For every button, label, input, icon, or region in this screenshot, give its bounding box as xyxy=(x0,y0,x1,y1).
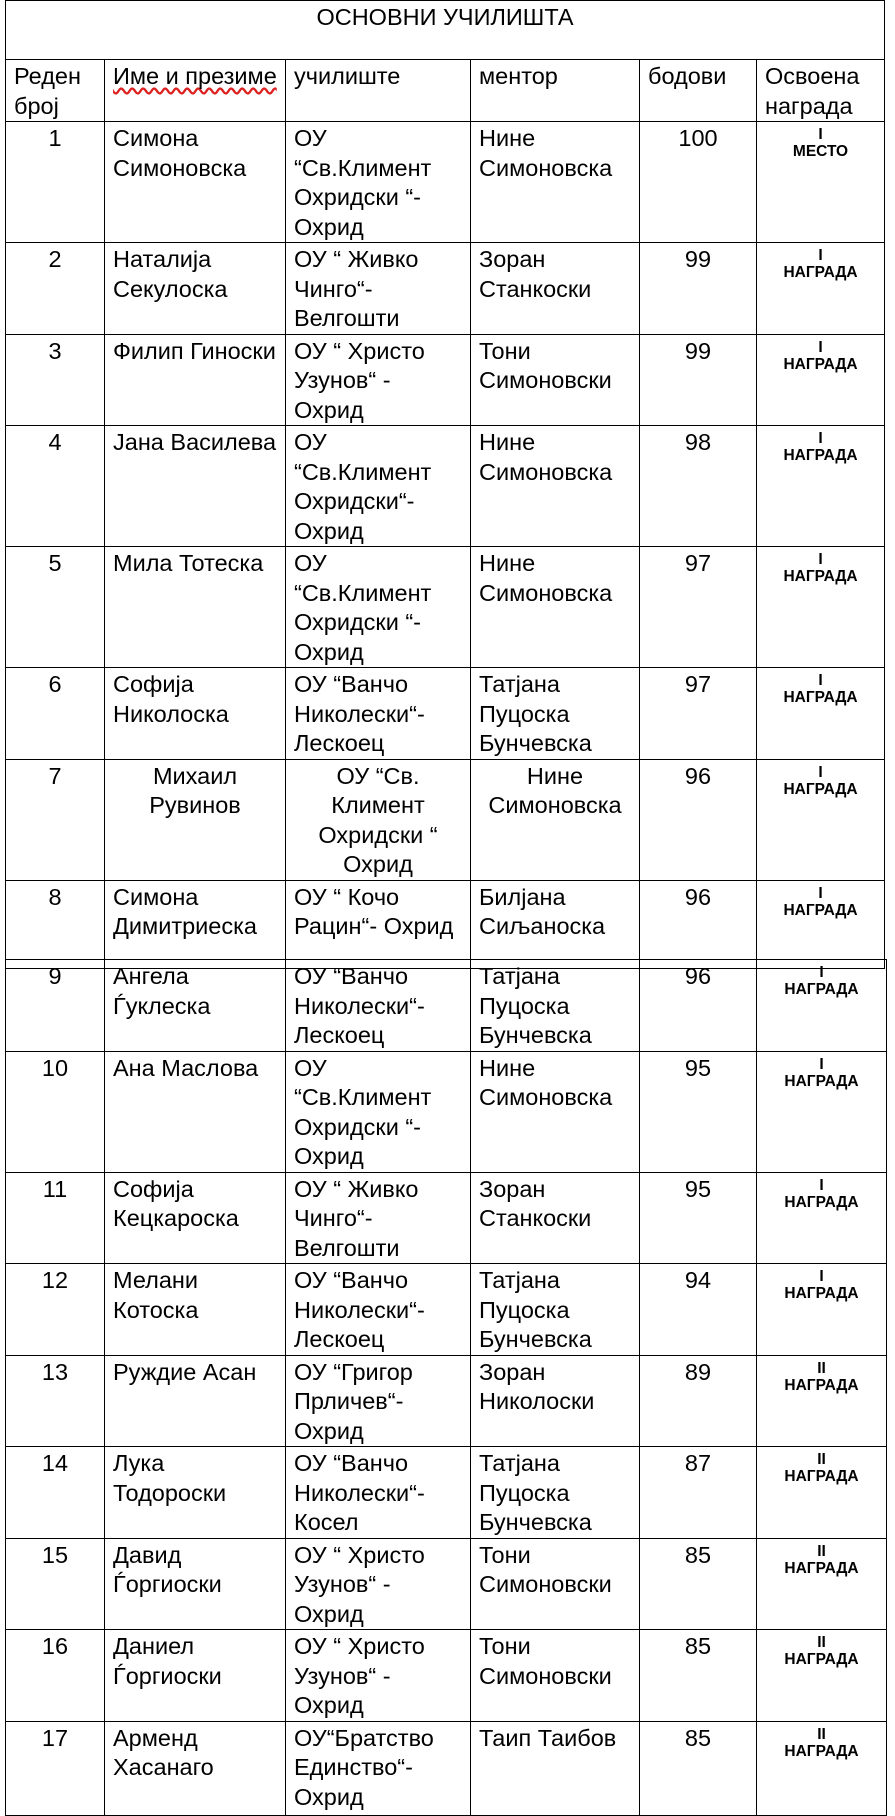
row-school: ОУ “ Христо Узунов“ - Охрид xyxy=(286,1538,471,1630)
row-award xyxy=(757,1051,887,1172)
row-name: Симона Димитриеска xyxy=(105,880,286,968)
row-number: 8 xyxy=(6,880,105,968)
row-award xyxy=(757,426,885,547)
row-school: ОУ “Св.Климент Охридски “- Охрид xyxy=(286,122,471,243)
table-row xyxy=(6,426,885,547)
row-number: 7 xyxy=(6,759,105,880)
award-rank: II xyxy=(817,1359,826,1377)
row-name: Лука Тодороски xyxy=(105,1447,286,1539)
row-points: 98 xyxy=(640,426,757,547)
row-name: Ана Маслова xyxy=(105,1051,286,1172)
award-rank: I xyxy=(818,672,823,689)
row-mentor: Нине Симоновска xyxy=(471,1051,640,1172)
award-label: МЕСТО xyxy=(792,143,849,160)
header-mentor: ментор xyxy=(471,60,640,122)
award-label: НАГРАДА xyxy=(784,1072,859,1090)
row-award xyxy=(757,1721,887,1815)
title-row xyxy=(6,1,885,60)
row-school: ОУ “ Живко Чинго“- Велгошти xyxy=(286,1172,471,1264)
award-label: НАГРАДА xyxy=(783,355,858,373)
row-name: Давид Ѓоргиоски xyxy=(105,1538,286,1630)
award-label: НАГРАДА xyxy=(784,1559,859,1577)
table-row xyxy=(6,668,885,760)
table-row xyxy=(6,1447,887,1539)
award-label: НАГРАДА xyxy=(784,1651,859,1668)
row-name: Даниел Ѓоргиоски xyxy=(105,1630,286,1722)
row-number: 15 xyxy=(6,1538,105,1630)
award-label: НАГРАДА xyxy=(784,1742,859,1760)
row-points: 85 xyxy=(640,1538,757,1630)
row-number: 4 xyxy=(6,426,105,547)
table-row xyxy=(6,960,887,1052)
row-mentor: Татјана Пуцоска Бунчевска xyxy=(471,960,640,1052)
award-label: НАГРАДА xyxy=(784,1376,859,1394)
row-award xyxy=(757,334,885,426)
award-rank: I xyxy=(818,126,823,143)
row-number: 11 xyxy=(6,1172,105,1264)
row-number: 3 xyxy=(6,334,105,426)
row-award xyxy=(757,1172,887,1264)
row-number: 13 xyxy=(6,1355,105,1447)
header-award: Освоена награда xyxy=(757,60,885,122)
header-number: Реден број xyxy=(6,60,105,122)
row-award xyxy=(757,122,885,243)
row-school: ОУ “ Кочо Рацин“- Охрид xyxy=(286,880,471,968)
row-number: 16 xyxy=(6,1630,105,1722)
row-mentor: Тони Симоновски xyxy=(471,1538,640,1630)
row-number: 1 xyxy=(6,122,105,243)
row-number: 10 xyxy=(6,1051,105,1172)
table-row xyxy=(6,1721,887,1815)
row-points: 95 xyxy=(640,1172,757,1264)
row-school: ОУ “Ванчо Николески“- Лескоец xyxy=(286,1264,471,1356)
row-points: 96 xyxy=(640,960,757,1052)
results-table-part-2 xyxy=(5,959,887,1816)
row-name: Софија Кецкароска xyxy=(105,1172,286,1264)
row-mentor: Нине Симоновска xyxy=(471,426,640,547)
row-points: 97 xyxy=(640,668,757,760)
row-mentor: Татјана Пуцоска Бунчевска xyxy=(471,1264,640,1356)
row-points: 96 xyxy=(640,759,757,880)
award-label: НАГРАДА xyxy=(783,447,858,464)
header-school: училиште xyxy=(286,60,471,122)
row-name: Руждие Асан xyxy=(105,1355,286,1447)
table-row xyxy=(6,1630,887,1722)
award-rank: II xyxy=(817,1542,826,1560)
row-name: Јана Василева xyxy=(105,426,286,547)
row-number: 14 xyxy=(6,1447,105,1539)
award-rank: II xyxy=(817,1451,826,1468)
row-points: 89 xyxy=(640,1355,757,1447)
row-points: 99 xyxy=(640,334,757,426)
row-mentor: Зоран Николоски xyxy=(471,1355,640,1447)
award-rank: I xyxy=(819,1176,824,1194)
row-points: 96 xyxy=(640,880,757,968)
row-name: Ангела Ѓуклеска xyxy=(105,960,286,1052)
row-mentor: Нине Симоновска xyxy=(471,547,640,668)
award-label: НАГРАДА xyxy=(784,981,859,998)
table-row xyxy=(6,759,885,880)
award-rank: I xyxy=(818,551,823,568)
header-points: бодови xyxy=(640,60,757,122)
row-award xyxy=(757,759,885,880)
header-row xyxy=(6,60,885,122)
table-row xyxy=(6,547,885,668)
row-name: Мелани Котоска xyxy=(105,1264,286,1356)
row-mentor: Нине Симоновска xyxy=(471,122,640,243)
row-school: ОУ“Братство Единство“- Охрид xyxy=(286,1721,471,1815)
row-award xyxy=(757,1630,887,1722)
header-name-text: Име и презиме xyxy=(113,63,277,89)
table-row xyxy=(6,334,885,426)
row-points: 85 xyxy=(640,1630,757,1722)
row-name: Филип Гиноски xyxy=(105,334,286,426)
table-row xyxy=(6,243,885,335)
row-mentor: Тони Симоновски xyxy=(471,1630,640,1722)
row-name: Софија Николоска xyxy=(105,668,286,760)
award-rank: I xyxy=(818,338,823,356)
row-school: ОУ “ Живко Чинго“- Велгошти xyxy=(286,243,471,335)
award-label: НАГРАДА xyxy=(783,780,858,798)
results-table-part-1 xyxy=(5,0,885,969)
row-name: Михаил Рувинов xyxy=(105,759,286,880)
row-points: 100 xyxy=(640,122,757,243)
row-school: ОУ “Ванчо Николески“- Лескоец xyxy=(286,668,471,760)
row-award xyxy=(757,547,885,668)
row-points: 85 xyxy=(640,1721,757,1815)
table-row xyxy=(6,1051,887,1172)
row-points: 95 xyxy=(640,1051,757,1172)
row-mentor: Татјана Пуцоска Бунчевска xyxy=(471,1447,640,1539)
row-mentor: Билјана Сиљаноска xyxy=(471,880,640,968)
row-mentor: Зоран Станкоски xyxy=(471,243,640,335)
row-school: ОУ “Ванчо Николески“- Косел xyxy=(286,1447,471,1539)
row-mentor: Татјана Пуцоска Бунчевска xyxy=(471,668,640,760)
row-school: ОУ “ Христо Узунов“ - Охрид xyxy=(286,1630,471,1722)
award-rank: II xyxy=(817,1634,826,1651)
award-rank: I xyxy=(819,1268,824,1285)
row-school: ОУ “ Христо Узунов“ - Охрид xyxy=(286,334,471,426)
row-award xyxy=(757,1264,887,1356)
award-rank: I xyxy=(819,1055,824,1073)
award-rank: I xyxy=(819,964,824,981)
award-label: НАГРАДА xyxy=(783,264,858,281)
table-row xyxy=(6,1355,887,1447)
row-school: ОУ “Св.Климент Охридски “- Охрид xyxy=(286,547,471,668)
row-points: 87 xyxy=(640,1447,757,1539)
header-name xyxy=(105,60,286,122)
row-school: ОУ “Св. Климент Охридски “ Охрид xyxy=(286,759,471,880)
row-name: Симона Симоновска xyxy=(105,122,286,243)
award-rank: I xyxy=(818,247,823,264)
award-label: НАГРАДА xyxy=(784,1285,859,1302)
row-mentor: Нине Симоновска xyxy=(471,759,640,880)
award-rank: II xyxy=(817,1725,826,1743)
row-points: 97 xyxy=(640,547,757,668)
table-row xyxy=(6,880,885,968)
award-rank: I xyxy=(818,430,823,447)
award-label: НАГРАДА xyxy=(784,1468,859,1485)
row-school: ОУ “Св.Климент Охридски “- Охрид xyxy=(286,1051,471,1172)
row-award xyxy=(757,1538,887,1630)
row-number: 17 xyxy=(6,1721,105,1815)
row-mentor: Таип Таибов xyxy=(471,1721,640,1815)
table-row xyxy=(6,1538,887,1630)
row-school: ОУ “Ванчо Николески“- Лескоец xyxy=(286,960,471,1052)
table-row xyxy=(6,122,885,243)
row-award xyxy=(757,960,887,1052)
award-rank: I xyxy=(818,884,823,902)
row-number: 5 xyxy=(6,547,105,668)
award-label: НАГРАДА xyxy=(783,689,858,706)
table-title: ОСНОВНИ УЧИЛИШТА xyxy=(6,1,885,60)
table-row xyxy=(6,1172,887,1264)
row-name: Мила Тотеска xyxy=(105,547,286,668)
award-rank: I xyxy=(818,763,823,781)
row-number: 2 xyxy=(6,243,105,335)
row-award xyxy=(757,1447,887,1539)
row-mentor: Зоран Станкоски xyxy=(471,1172,640,1264)
row-points: 99 xyxy=(640,243,757,335)
row-school: ОУ “Св.Климент Охридски“- Охрид xyxy=(286,426,471,547)
award-label: НАГРАДА xyxy=(784,1193,859,1211)
table-row xyxy=(6,1264,887,1356)
award-label: НАГРАДА xyxy=(783,901,858,919)
row-award xyxy=(757,668,885,760)
row-number: 6 xyxy=(6,668,105,760)
row-award xyxy=(757,243,885,335)
row-points: 94 xyxy=(640,1264,757,1356)
row-award xyxy=(757,880,885,968)
row-number: 12 xyxy=(6,1264,105,1356)
row-mentor: Тони Симоновски xyxy=(471,334,640,426)
row-number: 9 xyxy=(6,960,105,1052)
row-name: Арменд Хасанаго xyxy=(105,1721,286,1815)
row-school: ОУ “Григор Прличев“- Охрид xyxy=(286,1355,471,1447)
award-label: НАГРАДА xyxy=(783,568,858,585)
row-award xyxy=(757,1355,887,1447)
row-name: Наталија Секулоска xyxy=(105,243,286,335)
